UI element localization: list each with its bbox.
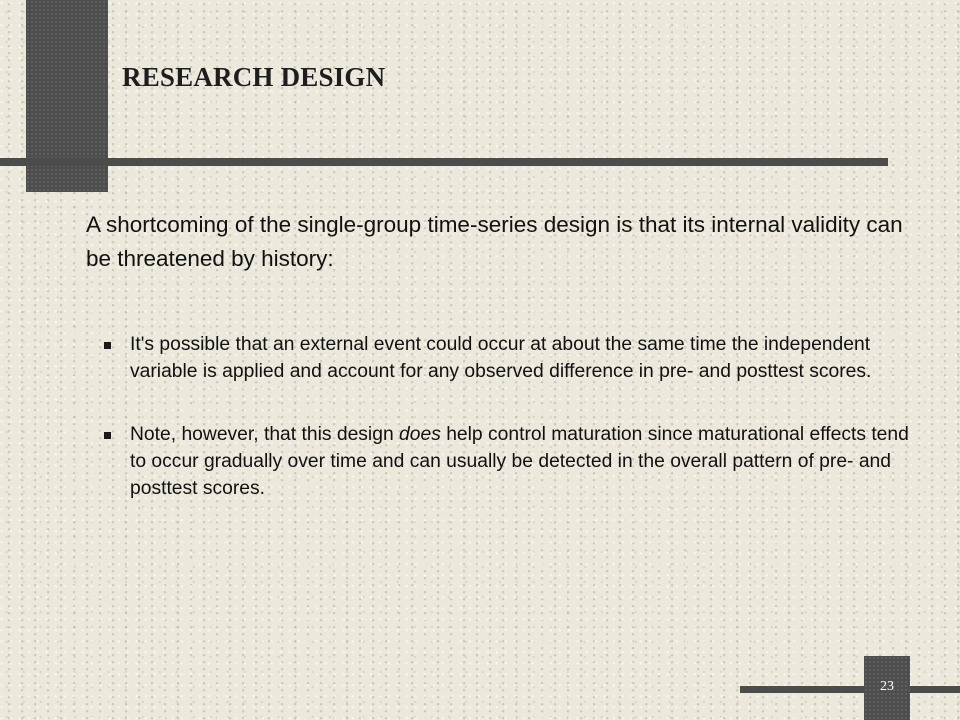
bullet-text: It's possible that an external event could occur at about the same time the independent variable is applied and account for any observed difference in pre- and posttest scores. <box>130 334 872 382</box>
lead-paragraph: A shortcoming of the single-group time-series design is that its internal validity can be threatened by history: <box>86 212 903 271</box>
bullet-emphasis: does <box>399 424 441 445</box>
square-bullet-icon <box>104 432 111 439</box>
bullet-list <box>104 331 924 502</box>
bullet-item <box>104 331 924 385</box>
decorative-horizontal-rule <box>0 158 888 166</box>
square-bullet-icon <box>104 342 111 349</box>
bullet-item <box>104 421 924 502</box>
bullet-text-after: help control maturation since maturational effects tend to occur gradually over time and can usually be detected in the overall pattern of pre- and posttest scores. <box>130 424 909 499</box>
bullet-text-before: Note, however, that this design <box>130 424 400 445</box>
page-number: 23 <box>880 679 894 694</box>
footer-rule <box>740 686 960 693</box>
slide-title: RESEARCH DESIGN <box>122 62 386 92</box>
